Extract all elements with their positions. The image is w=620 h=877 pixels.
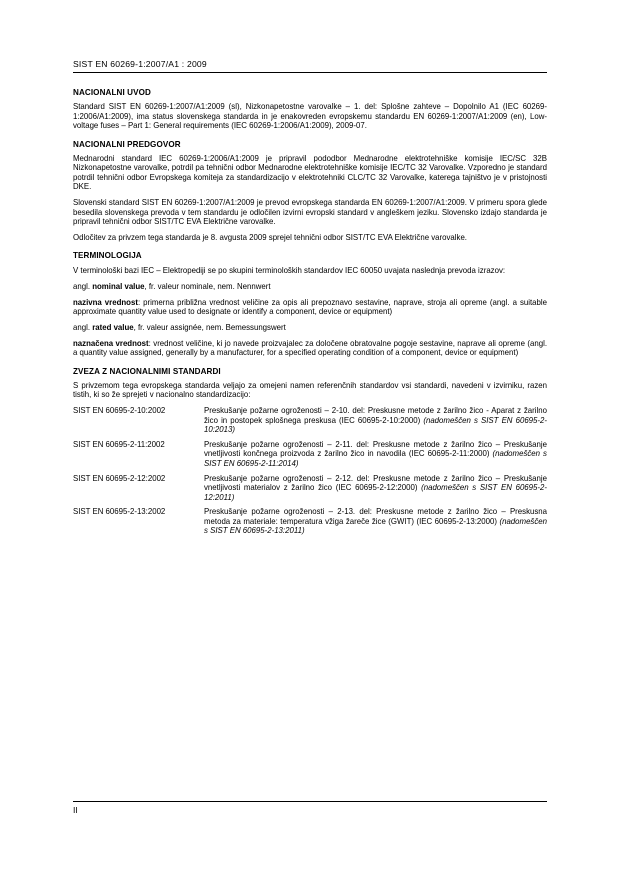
definition-text: : vrednost veličine, ki jo navede proizvajalec za določene obratovalne pogoje sestavine, naprave ali opreme (angl. a quantity value assigned, generally by a manufacturer, for a specified operating condition of a component, device or equipment) xyxy=(73,338,547,358)
term-prefix: angl. xyxy=(73,322,93,332)
section-title: NACIONALNI PREDGOVOR xyxy=(73,139,181,149)
reference-note: (nadomeščen s SIST EN 60695-2-13:2011) xyxy=(204,516,547,536)
section-national-introduction xyxy=(73,88,547,131)
definition-term: naznačena vrednost xyxy=(73,338,149,348)
term-english: nominal value xyxy=(92,281,145,291)
reference-note: (nadomeščen s SIST EN 60695-2-10:2013) xyxy=(204,415,547,435)
reference-note: (nadomeščen s SIST EN 60695-2-12:2011) xyxy=(204,483,547,502)
page-header: SIST EN 60269-1:2007/A1 : 2009 xyxy=(73,59,547,73)
term-line xyxy=(73,282,547,291)
section-title: TERMINOLOGIJA xyxy=(73,251,142,261)
definition xyxy=(73,298,547,317)
paragraph: V terminološki bazi IEC – Elektropediji se po skupini terminoloških standardov IEC 60050 uvajata naslednja prevoda izrazov: xyxy=(73,265,506,275)
paragraph: Slovenski standard SIST EN 60269-1:2007/A1:2009 je prevod evropskega standarda EN 60269-1:2007/A1:2009. V primeru spora glede besedila slovenskega prevoda v tem standardu je odločilen izvirni evropski standard v angleškem jeziku. Slovensko izdajo standarda je pripravil tehnični odbor SIST/TC EVA Električne varovalke. xyxy=(73,198,547,226)
reference-text: Preskušanje požarne ogroženosti – 2-13. del: Preskusne metode z žarilno žico – Preskusna metoda za materiale: temperatura vžiga žareče žice (GWIT) (IEC 60695-2-13:2000) xyxy=(204,507,547,526)
reference-description xyxy=(204,507,547,535)
definition-term: nazivna vrednost xyxy=(73,297,138,307)
paragraph: Odločitev za privzem tega standarda je 8. avgusta 2009 sprejel tehnični odbor SIST/TC EVA Električne varovalke. xyxy=(73,232,467,242)
reference-note: (nadomeščen s SIST EN 60695-2-11:2014) xyxy=(204,449,547,468)
term-suffix: , fr. valeur assignée, nem. Bemessungswert xyxy=(133,322,286,332)
paragraph: Standard SIST EN 60269-1:2007/A1:2009 (sl), Nizkonapetostne varovalke – 1. del: Splošne zahteve – Dopolnilo A1 (IEC 60269-1:2006/A1:2009), ima status slovenskega standarda in je enakovreden evropskemu standardu EN 60269-1:2007/A1:2009 (en), Low-voltage fuses – Part 1: General requirements (IEC 60269-1:2006/A1:2009), 2009-07. xyxy=(73,102,547,131)
reference-id: SIST EN 60695-2-13:2002 xyxy=(73,507,166,517)
term-suffix: , fr. valeur nominale, nem. Nennwert xyxy=(144,281,271,291)
reference-text: Preskušanje požarne ogroženosti – 2-10. del: Preskusne metode z žarilno žico - Aparat z žarilno žico in postopek splošnega preskusa (IEC 60695-2-10:2000) xyxy=(204,406,547,425)
section-terminology xyxy=(73,251,547,357)
reference-text: Preskušanje požarne ogroženosti – 2-11. del: Preskusne metode z žarilno žico – Preskušanje vnetljivosti končnega proizvoda z žarilno žico in navodila (IEC 60695-2-11:2000) xyxy=(204,439,547,459)
definition-text: : primerna približna vrednost veličine za opis ali prepoznavo sestavine, naprave, stroja ali opreme (angl. a suitable approximate quantity value used to designate or identify a component, device or equipment) xyxy=(73,297,548,316)
page-footer xyxy=(73,801,547,815)
reference-id: SIST EN 60695-2-10:2002 xyxy=(73,406,166,416)
reference-id: SIST EN 60695-2-12:2002 xyxy=(73,473,166,483)
term-english: rated value xyxy=(92,322,134,332)
reference-row xyxy=(73,507,547,535)
reference-text: Preskušanje požarne ogroženosti – 2-12. del: Preskusne metode z žarilno žico – Preskušanje vnetljivosti materialov z žarilno žico (IEC 60695-2-12:2000) xyxy=(204,473,547,493)
section-title: NACIONALNI UVOD xyxy=(73,88,151,97)
definition xyxy=(73,339,547,358)
term-prefix: angl. xyxy=(73,281,93,291)
paragraph: S privzemom tega evropskega standarda veljajo za omejeni namen referenčnih standardov vsi standardi, navedeni v izvirniku, razen tistih, ki so že sprejeti v nacionalno standardizacijo: xyxy=(73,380,547,400)
reference-row xyxy=(73,440,547,468)
page-content xyxy=(73,88,547,545)
reference-row xyxy=(73,406,547,434)
paragraph: Mednarodni standard IEC 60269-1:2006/A1:2009 je pripravil pododbor Mednarodne elektrotehniške komisije IEC/SC 32B Nizkonapetostne varovalke, potrdil pa tehnični odbor Mednarodne elektrotehniške komisije IEC/TC 32 Varovalke. Vzporedno je standard potrdil tehnični odbor Evropskega komiteja za standardizacijo v elektrotehniki CLC/TC 32 Varovalke, katerega tajništvo je v pristojnosti DKE. xyxy=(73,154,547,192)
section-national-standards xyxy=(73,367,547,536)
reference-description xyxy=(204,406,547,434)
reference-description xyxy=(204,474,547,502)
reference-description xyxy=(204,440,547,468)
section-title: ZVEZA Z NACIONALNIMI STANDARDI xyxy=(73,366,221,376)
section-national-foreword xyxy=(73,140,547,243)
reference-id: SIST EN 60695-2-11:2002 xyxy=(73,439,165,449)
page-number: II xyxy=(73,805,78,815)
term-line xyxy=(73,323,547,332)
reference-row xyxy=(73,474,547,502)
